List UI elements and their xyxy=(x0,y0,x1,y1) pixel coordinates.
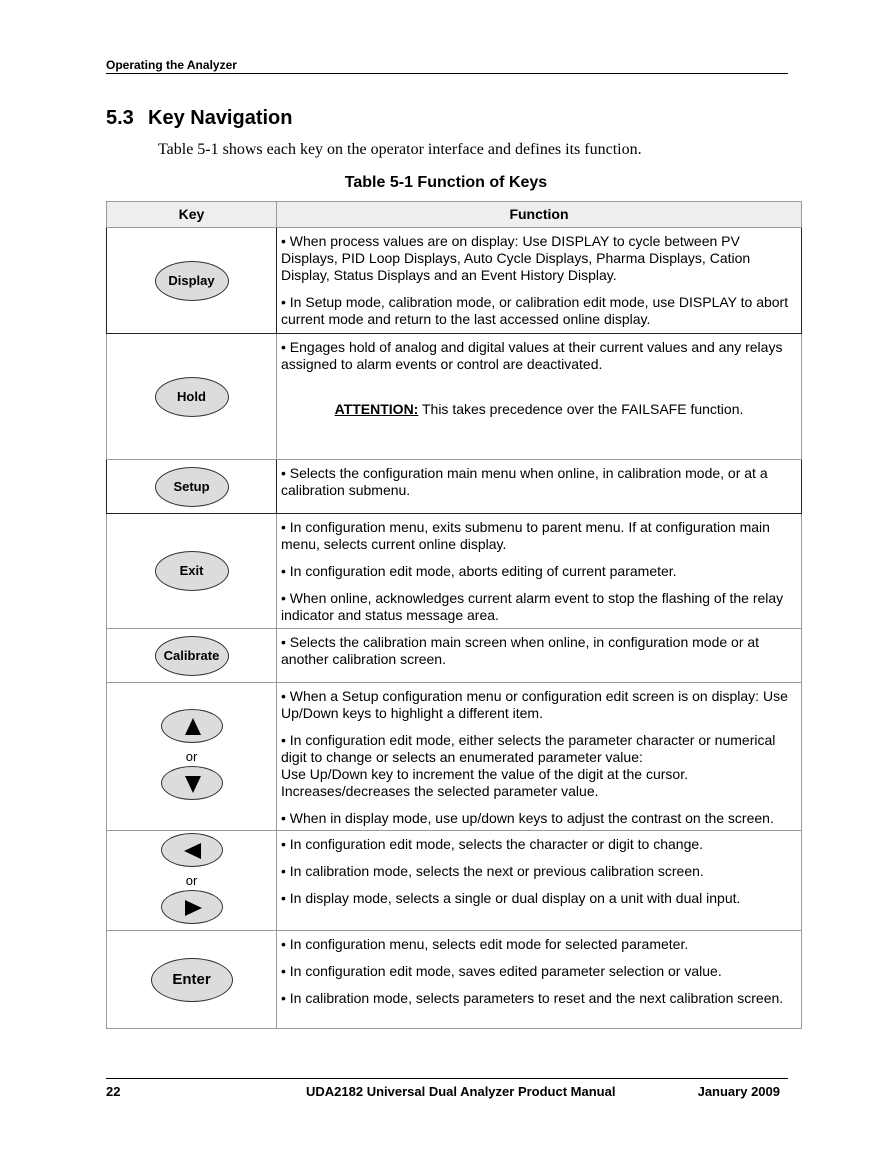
up-arrow-icon xyxy=(161,709,223,743)
or-label: or xyxy=(185,873,198,888)
calibrate-key: Calibrate xyxy=(155,636,229,676)
right-arrow-icon xyxy=(161,890,223,924)
key-column-header: Key xyxy=(107,202,277,228)
display-key: Display xyxy=(155,261,229,301)
key-cell xyxy=(107,228,277,334)
key-cell xyxy=(107,831,277,931)
function-text: • In display mode, selects a single or dual display on a unit with dual input. xyxy=(281,890,741,906)
exit-key: Exit xyxy=(155,551,229,591)
function-text: • In configuration edit mode, saves edited parameter selection or value. xyxy=(281,963,722,979)
key-cell xyxy=(107,629,277,683)
section-heading: Key Navigation xyxy=(148,107,293,129)
section-number: 5.3 xyxy=(106,107,134,129)
page-number: 22 xyxy=(106,1084,121,1099)
function-cell xyxy=(277,629,802,683)
function-text: • When online, acknowledges current alarm event to stop the flashing of the relay indicator and status message area. xyxy=(281,590,784,623)
function-text: • In configuration edit mode, either selects the parameter character or numerical digit to change or selects an enumerated parameter value: Use Up/Down key to increment the value of the digit at the cursor. Increases/decreases the selected parameter value. xyxy=(281,732,776,799)
function-cell xyxy=(277,334,802,460)
running-head: Operating the Analyzer xyxy=(106,58,788,74)
key-cell xyxy=(107,683,277,831)
key-cell xyxy=(107,460,277,514)
function-text: • Selects the calibration main screen when online, in configuration mode or at another calibration screen. xyxy=(281,634,760,667)
function-text: • When in display mode, use up/down keys to adjust the contrast on the screen. xyxy=(281,810,774,826)
table-row-exit xyxy=(107,514,802,629)
table-row-up-down xyxy=(107,683,802,831)
manual-title: UDA2182 Universal Dual Analyzer Product Manual xyxy=(306,1084,616,1099)
function-cell xyxy=(277,228,802,334)
attention-label: ATTENTION: xyxy=(334,401,419,417)
function-text: • In calibration mode, selects the next or previous calibration screen. xyxy=(281,863,704,879)
hold-key: Hold xyxy=(155,377,229,417)
setup-key: Setup xyxy=(155,467,229,507)
function-text: • In calibration mode, selects parameters to reset and the next calibration screen. xyxy=(281,990,784,1006)
function-cell xyxy=(277,514,802,629)
function-text: • In configuration menu, selects edit mode for selected parameter. xyxy=(281,936,689,952)
table-caption: Table 5-1 Function of Keys xyxy=(344,174,548,191)
function-text: • In configuration edit mode, aborts editing of current parameter. xyxy=(281,563,677,579)
table-row-hold xyxy=(107,334,802,460)
page-footer xyxy=(106,1078,788,1104)
publication-date: January 2009 xyxy=(697,1084,780,1099)
function-text: • When process values are on display: Use DISPLAY to cycle between PV Displays, PID Loop Displays, Auto Cycle Displays, Pharma Displays, Cation Display, Status Displays and an Event History Display. xyxy=(281,233,751,283)
function-text: • In Setup mode, calibration mode, or calibration edit mode, use DISPLAY to abort current mode and return to the last accessed online display. xyxy=(281,294,789,327)
left-arrow-icon xyxy=(161,833,223,867)
enter-key: Enter xyxy=(151,958,233,1002)
down-arrow-icon xyxy=(161,766,223,800)
section-title xyxy=(106,106,292,130)
intro-paragraph: Table 5-1 shows each key on the operator interface and defines its function. xyxy=(158,141,642,158)
table-header-row xyxy=(107,202,802,228)
function-text: • Selects the configuration main menu when online, in calibration mode, or at a calibration submenu. xyxy=(281,465,768,498)
key-cell xyxy=(107,514,277,629)
function-text: • In configuration edit mode, selects the character or digit to change. xyxy=(281,836,704,852)
attention-note xyxy=(281,401,797,418)
table-row-display xyxy=(107,228,802,334)
table-row-left-right xyxy=(107,831,802,931)
function-cell xyxy=(277,931,802,1029)
function-cell xyxy=(277,460,802,514)
table-row-calibrate xyxy=(107,629,802,683)
function-cell xyxy=(277,831,802,931)
function-cell xyxy=(277,683,802,831)
table-row-setup xyxy=(107,460,802,514)
function-text: • Engages hold of analog and digital values at their current values and any relays assigned to alarm events or control are deactivated. xyxy=(281,339,783,372)
function-column-header: Function xyxy=(277,202,802,228)
key-cell xyxy=(107,334,277,460)
attention-text: This takes precedence over the FAILSAFE function. xyxy=(418,401,744,417)
table-row-enter xyxy=(107,931,802,1029)
or-label: or xyxy=(185,749,198,764)
function-text: • When a Setup configuration menu or configuration edit screen is on display: Use Up/Down keys to highlight a different item. xyxy=(281,688,788,721)
key-cell xyxy=(107,931,277,1029)
function-text: • In configuration menu, exits submenu to parent menu. If at configuration main menu, selects current online display. xyxy=(281,519,770,552)
function-of-keys-table xyxy=(106,201,802,1029)
